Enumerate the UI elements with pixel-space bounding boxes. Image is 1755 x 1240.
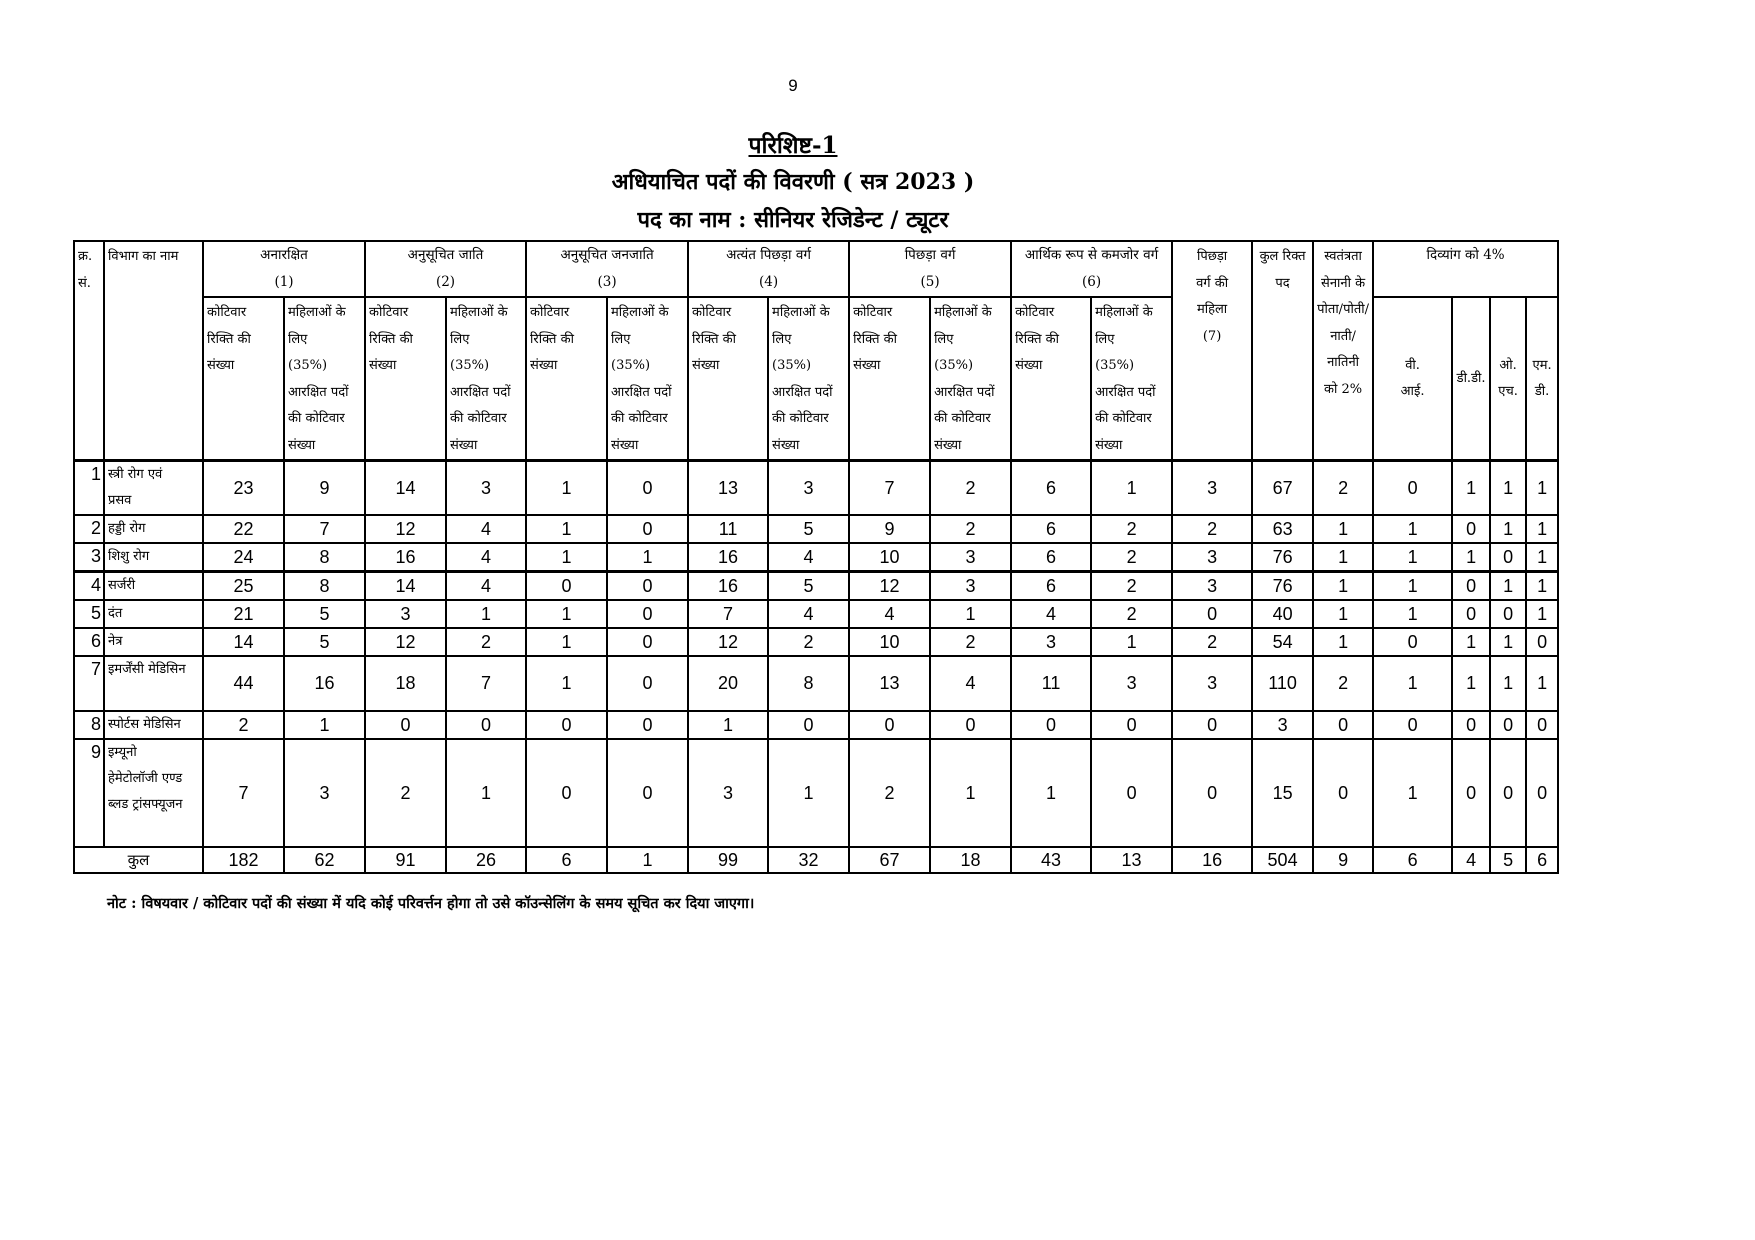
row-value-cell: 9 bbox=[284, 461, 365, 516]
appendix-title: परिशिष्ट-1 bbox=[748, 132, 838, 159]
row-value-cell: 3 bbox=[1172, 656, 1252, 711]
row-value-cell: 0 bbox=[849, 711, 930, 739]
table-row bbox=[74, 711, 1595, 739]
row-value-cell: 0 bbox=[365, 711, 446, 739]
row-department-name: स्त्री रोग एवं प्रसव bbox=[104, 461, 203, 516]
row-value-cell: 24 bbox=[203, 543, 284, 572]
row-value-cell: 1 bbox=[930, 600, 1011, 628]
row-value-cell: 7 bbox=[203, 739, 284, 847]
row-value-cell: 1 bbox=[1452, 461, 1490, 516]
row-value-cell: 0 bbox=[1011, 711, 1091, 739]
row-value-cell: 1 bbox=[1526, 572, 1558, 601]
row-value-cell: 1 bbox=[1490, 656, 1526, 711]
header-group-ebc: अत्यंत पिछड़ा वर्ग (4) bbox=[688, 241, 849, 297]
row-serial-number: 5 bbox=[74, 600, 104, 628]
row-value-cell: 1 bbox=[446, 739, 526, 847]
subheader-divyang-vi: वी. आई. bbox=[1373, 297, 1452, 461]
subheader-vacancy-ebc: कोटिवार रिक्ति की संख्या bbox=[688, 297, 768, 461]
row-value-cell: 4 bbox=[930, 656, 1011, 711]
row-value-cell: 1 bbox=[1452, 543, 1490, 572]
row-value-cell: 1 bbox=[1490, 572, 1526, 601]
row-value-cell: 0 bbox=[1452, 600, 1490, 628]
total-value-cell: 99 bbox=[688, 847, 768, 873]
total-value-cell: 6 bbox=[526, 847, 607, 873]
total-value-cell: 504 bbox=[1252, 847, 1313, 873]
row-value-cell: 12 bbox=[365, 515, 446, 543]
row-value-cell: 2 bbox=[849, 739, 930, 847]
row-value-cell: 1 bbox=[1313, 628, 1373, 656]
row-value-cell: 3 bbox=[1252, 711, 1313, 739]
subheader-vacancy-st: कोटिवार रिक्ति की संख्या bbox=[526, 297, 607, 461]
row-value-cell: 1 bbox=[1452, 628, 1490, 656]
table-row bbox=[74, 739, 1595, 847]
row-value-cell: 3 bbox=[446, 461, 526, 516]
row-value-cell: 9 bbox=[849, 515, 930, 543]
row-value-cell: 8 bbox=[284, 572, 365, 601]
header-group-ews: आर्थिक रूप से कमजोर वर्ग (6) bbox=[1011, 241, 1172, 297]
row-serial-number: 6 bbox=[74, 628, 104, 656]
row-value-cell: 2 bbox=[768, 628, 849, 656]
subheader-women-unreserved: महिलाओं के लिए (35%) आरक्षित पदों की कोटिवार संख्या bbox=[284, 297, 365, 461]
row-value-cell: 23 bbox=[203, 461, 284, 516]
row-value-cell: 1 bbox=[1373, 600, 1452, 628]
total-value-cell: 13 bbox=[1091, 847, 1172, 873]
row-value-cell: 3 bbox=[1091, 656, 1172, 711]
total-value-cell: 43 bbox=[1011, 847, 1091, 873]
row-value-cell: 0 bbox=[1490, 543, 1526, 572]
subheader-vacancy-bc: कोटिवार रिक्ति की संख्या bbox=[849, 297, 930, 461]
row-value-cell: 0 bbox=[1490, 600, 1526, 628]
row-serial-number: 4 bbox=[74, 572, 104, 601]
total-value-cell: 9 bbox=[1313, 847, 1373, 873]
row-value-cell: 0 bbox=[607, 656, 688, 711]
row-value-cell: 21 bbox=[203, 600, 284, 628]
row-value-cell: 0 bbox=[1452, 572, 1490, 601]
row-value-cell: 7 bbox=[688, 600, 768, 628]
table-row bbox=[74, 515, 1595, 543]
vacancy-table bbox=[73, 240, 1596, 874]
row-value-cell: 1 bbox=[607, 543, 688, 572]
row-value-cell: 1 bbox=[1313, 600, 1373, 628]
row-value-cell: 14 bbox=[365, 461, 446, 516]
row-value-cell: 2 bbox=[930, 461, 1011, 516]
row-value-cell: 3 bbox=[1172, 572, 1252, 601]
row-value-cell: 1 bbox=[1452, 656, 1490, 711]
row-value-cell: 1 bbox=[1490, 515, 1526, 543]
row-value-cell: 14 bbox=[203, 628, 284, 656]
row-value-cell: 22 bbox=[203, 515, 284, 543]
row-value-cell: 0 bbox=[1490, 739, 1526, 847]
row-value-cell: 1 bbox=[1313, 572, 1373, 601]
row-serial-number: 7 bbox=[74, 656, 104, 711]
total-value-cell: 6 bbox=[1526, 847, 1558, 873]
row-value-cell: 1 bbox=[1373, 543, 1452, 572]
row-value-cell: 1 bbox=[1313, 515, 1373, 543]
row-value-cell: 5 bbox=[284, 628, 365, 656]
row-value-cell: 1 bbox=[1373, 572, 1452, 601]
total-value-cell: 91 bbox=[365, 847, 446, 873]
table-row bbox=[74, 656, 1595, 711]
row-value-cell: 1 bbox=[1526, 656, 1558, 711]
row-value-cell: 16 bbox=[284, 656, 365, 711]
row-value-cell: 1 bbox=[526, 628, 607, 656]
row-value-cell: 1 bbox=[1011, 739, 1091, 847]
row-value-cell: 1 bbox=[526, 600, 607, 628]
row-value-cell: 4 bbox=[446, 543, 526, 572]
row-value-cell: 4 bbox=[446, 572, 526, 601]
row-value-cell: 2 bbox=[1091, 543, 1172, 572]
row-value-cell: 63 bbox=[1252, 515, 1313, 543]
header-row-groups bbox=[74, 241, 1595, 297]
row-value-cell: 1 bbox=[1526, 543, 1558, 572]
subheader-vacancy-ews: कोटिवार रिक्ति की संख्या bbox=[1011, 297, 1091, 461]
header-group-sc: अनुसूचित जाति (2) bbox=[365, 241, 526, 297]
total-value-cell: 6 bbox=[1373, 847, 1452, 873]
row-value-cell: 2 bbox=[930, 628, 1011, 656]
header-dept: विभाग का नाम bbox=[104, 241, 203, 461]
row-value-cell: 0 bbox=[1313, 711, 1373, 739]
subheader-divyang-dd: डी.डी. bbox=[1452, 297, 1490, 461]
row-value-cell: 1 bbox=[1091, 628, 1172, 656]
table-row bbox=[74, 600, 1595, 628]
row-value-cell: 2 bbox=[930, 515, 1011, 543]
row-value-cell: 0 bbox=[1373, 461, 1452, 516]
row-value-cell: 0 bbox=[607, 461, 688, 516]
row-value-cell: 25 bbox=[203, 572, 284, 601]
row-department-name: स्पोर्टस मेडिसिन bbox=[104, 711, 203, 739]
total-value-cell: 4 bbox=[1452, 847, 1490, 873]
row-value-cell: 0 bbox=[446, 711, 526, 739]
total-value-cell: 16 bbox=[1172, 847, 1252, 873]
row-value-cell: 1 bbox=[284, 711, 365, 739]
row-value-cell: 3 bbox=[284, 739, 365, 847]
header-group-unreserved: अनारक्षित (1) bbox=[203, 241, 365, 297]
row-value-cell: 1 bbox=[1373, 739, 1452, 847]
row-serial-number: 3 bbox=[74, 543, 104, 572]
row-value-cell: 1 bbox=[526, 543, 607, 572]
row-value-cell: 7 bbox=[284, 515, 365, 543]
total-value-cell: 32 bbox=[768, 847, 849, 873]
row-value-cell: 3 bbox=[1172, 543, 1252, 572]
header-group-bc: पिछड़ा वर्ग (5) bbox=[849, 241, 1011, 297]
header-sno: क्र. सं. bbox=[74, 241, 104, 461]
row-value-cell: 110 bbox=[1252, 656, 1313, 711]
row-value-cell: 0 bbox=[607, 711, 688, 739]
row-value-cell: 1 bbox=[1490, 461, 1526, 516]
total-value-cell: 182 bbox=[203, 847, 284, 873]
header-group-st: अनुसूचित जनजाति (3) bbox=[526, 241, 688, 297]
row-value-cell: 0 bbox=[768, 711, 849, 739]
total-value-cell: 67 bbox=[849, 847, 930, 873]
row-serial-number: 1 bbox=[74, 461, 104, 516]
row-value-cell: 0 bbox=[1373, 628, 1452, 656]
post-name-line: पद का नाम : सीनियर रेजिडेन्ट / ट्यूटर bbox=[637, 207, 949, 233]
row-department-name: नेत्र bbox=[104, 628, 203, 656]
row-serial-number: 2 bbox=[74, 515, 104, 543]
row-value-cell: 0 bbox=[1172, 600, 1252, 628]
row-value-cell: 15 bbox=[1252, 739, 1313, 847]
subheader-vacancy-unreserved: कोटिवार रिक्ति की संख्या bbox=[203, 297, 284, 461]
row-value-cell: 0 bbox=[1091, 711, 1172, 739]
row-value-cell: 1 bbox=[768, 739, 849, 847]
row-value-cell: 8 bbox=[284, 543, 365, 572]
row-value-cell: 1 bbox=[1526, 515, 1558, 543]
row-value-cell: 1 bbox=[930, 739, 1011, 847]
row-value-cell: 0 bbox=[526, 711, 607, 739]
row-value-cell: 2 bbox=[1313, 461, 1373, 516]
row-value-cell: 6 bbox=[1011, 572, 1091, 601]
row-value-cell: 6 bbox=[1011, 461, 1091, 516]
row-value-cell: 0 bbox=[1490, 711, 1526, 739]
row-value-cell: 0 bbox=[1091, 739, 1172, 847]
row-value-cell: 2 bbox=[1091, 572, 1172, 601]
document-subtitle: अधियाचित पदों की विवरणी ( सत्र 2023 ) bbox=[611, 169, 975, 195]
row-value-cell: 0 bbox=[607, 628, 688, 656]
row-value-cell: 3 bbox=[365, 600, 446, 628]
row-value-cell: 40 bbox=[1252, 600, 1313, 628]
row-value-cell: 0 bbox=[1526, 739, 1558, 847]
row-department-name: सर्जरी bbox=[104, 572, 203, 601]
row-value-cell: 8 bbox=[768, 656, 849, 711]
row-value-cell: 76 bbox=[1252, 572, 1313, 601]
row-value-cell: 13 bbox=[688, 461, 768, 516]
row-value-cell: 1 bbox=[446, 600, 526, 628]
row-value-cell: 0 bbox=[607, 572, 688, 601]
row-value-cell: 2 bbox=[1091, 600, 1172, 628]
row-value-cell: 0 bbox=[1452, 515, 1490, 543]
subheader-women-ews: महिलाओं के लिए (35%) आरक्षित पदों की कोटिवार संख्या bbox=[1091, 297, 1172, 461]
total-value-cell: 18 bbox=[930, 847, 1011, 873]
table-row bbox=[74, 628, 1595, 656]
table-row bbox=[74, 543, 1595, 572]
total-label: कुल bbox=[74, 847, 203, 873]
row-value-cell: 0 bbox=[607, 739, 688, 847]
row-department-name: इम्यूनो हेमेटोलॉजी एण्ड ब्लड ट्रांसफ्यूजन bbox=[104, 739, 203, 847]
row-value-cell: 3 bbox=[1172, 461, 1252, 516]
subheader-women-bc: महिलाओं के लिए (35%) आरक्षित पदों की कोटिवार संख्या bbox=[930, 297, 1011, 461]
row-value-cell: 1 bbox=[1526, 461, 1558, 516]
row-value-cell: 5 bbox=[284, 600, 365, 628]
row-serial-number: 8 bbox=[74, 711, 104, 739]
page-number: 9 bbox=[788, 76, 798, 95]
footnote: नोट : विषयवार / कोटिवार पदों की संख्या में यदि कोई परिवर्त्तन होगा तो उसे कॉउन्सेलिंग के समय सूचित कर दिया जाएगा। bbox=[107, 895, 755, 912]
row-value-cell: 0 bbox=[930, 711, 1011, 739]
header-bc-women: पिछड़ा वर्ग की महिला (7) bbox=[1172, 241, 1252, 461]
subheader-women-ebc: महिलाओं के लिए (35%) आरक्षित पदों की कोटिवार संख्या bbox=[768, 297, 849, 461]
row-value-cell: 1 bbox=[526, 515, 607, 543]
row-value-cell: 0 bbox=[1172, 739, 1252, 847]
row-value-cell: 18 bbox=[365, 656, 446, 711]
row-department-name: दंत bbox=[104, 600, 203, 628]
subheader-women-st: महिलाओं के लिए (35%) आरक्षित पदों की कोटिवार संख्या bbox=[607, 297, 688, 461]
row-value-cell: 1 bbox=[1373, 515, 1452, 543]
row-value-cell: 0 bbox=[526, 739, 607, 847]
row-department-name: शिशु रोग bbox=[104, 543, 203, 572]
row-value-cell: 3 bbox=[1011, 628, 1091, 656]
row-value-cell: 4 bbox=[768, 600, 849, 628]
row-value-cell: 0 bbox=[1452, 739, 1490, 847]
row-value-cell: 1 bbox=[526, 656, 607, 711]
row-value-cell: 5 bbox=[768, 572, 849, 601]
row-value-cell: 10 bbox=[849, 628, 930, 656]
row-value-cell: 4 bbox=[849, 600, 930, 628]
row-value-cell: 1 bbox=[526, 461, 607, 516]
row-value-cell: 2 bbox=[1313, 656, 1373, 711]
row-value-cell: 16 bbox=[365, 543, 446, 572]
table-row bbox=[74, 461, 1595, 516]
row-value-cell: 2 bbox=[203, 711, 284, 739]
row-value-cell: 76 bbox=[1252, 543, 1313, 572]
header-divyang: दिव्यांग को 4% bbox=[1373, 241, 1558, 297]
header-total-vacant: कुल रिक्त पद bbox=[1252, 241, 1313, 461]
row-value-cell: 1 bbox=[1490, 628, 1526, 656]
row-value-cell: 3 bbox=[930, 572, 1011, 601]
row-value-cell: 4 bbox=[1011, 600, 1091, 628]
row-value-cell: 20 bbox=[688, 656, 768, 711]
row-value-cell: 0 bbox=[1313, 739, 1373, 847]
row-value-cell: 0 bbox=[526, 572, 607, 601]
total-value-cell: 1 bbox=[607, 847, 688, 873]
row-value-cell: 2 bbox=[1172, 628, 1252, 656]
subheader-divyang-md: एम. डी. bbox=[1526, 297, 1558, 461]
row-value-cell: 13 bbox=[849, 656, 930, 711]
subheader-vacancy-sc: कोटिवार रिक्ति की संख्या bbox=[365, 297, 446, 461]
row-value-cell: 2 bbox=[365, 739, 446, 847]
total-value-cell: 62 bbox=[284, 847, 365, 873]
row-value-cell: 1 bbox=[1526, 600, 1558, 628]
row-value-cell: 11 bbox=[688, 515, 768, 543]
row-value-cell: 6 bbox=[1011, 515, 1091, 543]
row-value-cell: 1 bbox=[688, 711, 768, 739]
row-value-cell: 3 bbox=[930, 543, 1011, 572]
row-value-cell: 44 bbox=[203, 656, 284, 711]
row-value-cell: 5 bbox=[768, 515, 849, 543]
row-value-cell: 0 bbox=[1526, 628, 1558, 656]
total-row bbox=[74, 847, 1595, 873]
row-value-cell: 12 bbox=[365, 628, 446, 656]
row-value-cell: 2 bbox=[446, 628, 526, 656]
row-value-cell: 67 bbox=[1252, 461, 1313, 516]
row-value-cell: 10 bbox=[849, 543, 930, 572]
row-value-cell: 12 bbox=[688, 628, 768, 656]
row-value-cell: 11 bbox=[1011, 656, 1091, 711]
row-value-cell: 2 bbox=[1091, 515, 1172, 543]
row-value-cell: 1 bbox=[1373, 656, 1452, 711]
row-value-cell: 4 bbox=[446, 515, 526, 543]
row-value-cell: 0 bbox=[1373, 711, 1452, 739]
row-value-cell: 0 bbox=[1526, 711, 1558, 739]
row-value-cell: 16 bbox=[688, 572, 768, 601]
table-row bbox=[74, 572, 1595, 601]
row-value-cell: 16 bbox=[688, 543, 768, 572]
row-value-cell: 3 bbox=[768, 461, 849, 516]
row-department-name: हड्डी रोग bbox=[104, 515, 203, 543]
row-value-cell: 12 bbox=[849, 572, 930, 601]
row-value-cell: 4 bbox=[768, 543, 849, 572]
subheader-divyang-oh: ओ. एच. bbox=[1490, 297, 1526, 461]
row-value-cell: 14 bbox=[365, 572, 446, 601]
row-department-name: इमर्जेंसी मेडिसिन bbox=[104, 656, 203, 711]
row-value-cell: 1 bbox=[1313, 543, 1373, 572]
row-value-cell: 6 bbox=[1011, 543, 1091, 572]
header-freedom-fighter: स्वतंत्रता सेनानी के पोता/पोती/ नाती/नातिनी को 2% bbox=[1313, 241, 1373, 461]
row-serial-number: 9 bbox=[74, 739, 104, 847]
row-value-cell: 0 bbox=[1172, 711, 1252, 739]
row-value-cell: 3 bbox=[688, 739, 768, 847]
row-value-cell: 7 bbox=[446, 656, 526, 711]
row-value-cell: 0 bbox=[607, 515, 688, 543]
total-value-cell: 26 bbox=[446, 847, 526, 873]
row-value-cell: 7 bbox=[849, 461, 930, 516]
row-value-cell: 0 bbox=[607, 600, 688, 628]
total-value-cell: 5 bbox=[1490, 847, 1526, 873]
row-value-cell: 0 bbox=[1452, 711, 1490, 739]
row-value-cell: 2 bbox=[1172, 515, 1252, 543]
subheader-women-sc: महिलाओं के लिए (35%) आरक्षित पदों की कोटिवार संख्या bbox=[446, 297, 526, 461]
row-value-cell: 54 bbox=[1252, 628, 1313, 656]
row-value-cell: 1 bbox=[1091, 461, 1172, 516]
